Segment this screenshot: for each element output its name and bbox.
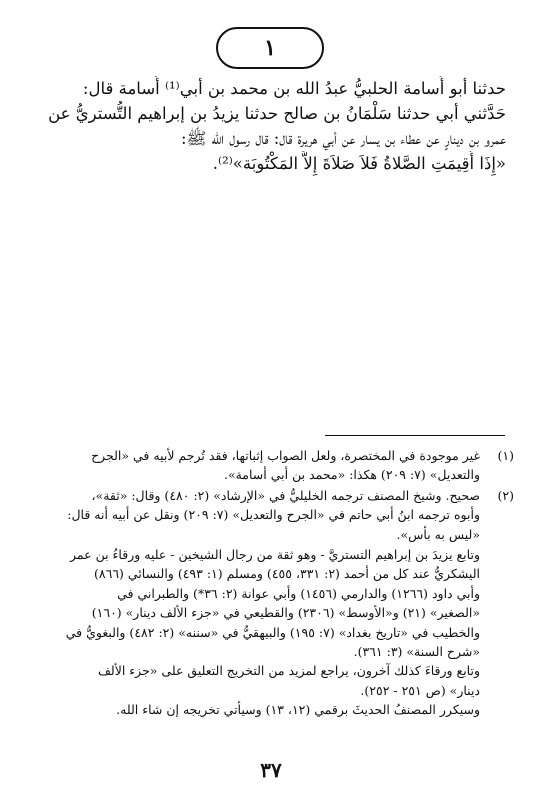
- footnote-line: اليشكريُّ عند كل من أحمد (٢: ٣٣١، ٤٥٥) ومسلم (١: ٤٩٣) والنسائي (٨٦٦): [94, 566, 480, 582]
- hadith-line: حدثنا أبو أُسامة الحلبيُّ عبدُ الله بن محمد بن أبي⁽¹⁾ أُسامة قال:: [82, 79, 506, 98]
- footnote-line: والخطيب في «تاريخ بغداد» (٧: ١٩٥) والبيهقيُّ في «سننه» (٢: ٤٨٢) والبغويُّ في: [65, 624, 480, 640]
- footnote-line: «ليس به بأس».: [396, 526, 480, 542]
- hadith-number: ١: [264, 35, 276, 61]
- footnote-line: «الصغير» (٢١) و«الأوسط» (٢٣٠٦) والقطيعي في «جزء الألف دينار» (١٦٠): [91, 605, 480, 621]
- footnote-line: وأبي داود (١٢٦٦) والدارمي (١٤٥٦) وأبي عوانة (٢: ٣٦*) والطبراني في: [117, 585, 480, 601]
- hadith-text: [36, 76, 506, 176]
- footnote-number: (١): [497, 448, 514, 463]
- footnote-body: [34, 446, 480, 485]
- footnote-line: والتعديل» (٧: ٢٠٩) هكذا: «محمد بن أبي أسامة».: [223, 467, 480, 483]
- footnote-body: [34, 486, 480, 544]
- hadith-line: عمرو بن دينارٍ عن عطاء بن يسار عن أبي هريرة قال: قال رسول الله ﷺ:: [180, 129, 506, 148]
- footnote-line: وتابع ورقاءَ كذلك آخرون، يراجع لمزيد من التخريج التعليق على «جزء الألف: [97, 663, 480, 679]
- footnote-line: صحيح. وشيخ المصنف ترجمه الخليليُّ في «الإرشاد» (٢: ٤٨٠) وقال: «ثقة»،: [91, 487, 480, 503]
- hadith-line: «إِذَا أُقِيمَتِ الصَّلاةُ فَلاَ صَلاَةَ إِلاَّ المَكْتُوبَة»⁽²⁾.: [212, 154, 506, 173]
- footnote-line: وتابع يزيدَ بن إبراهيم التستريَّ - وهو ثقة من رجال الشيخين - عليه ورقاءُ بن عمر: [70, 547, 480, 563]
- footnote-separator: [325, 435, 505, 436]
- footnote-line: دينار» (ص ٢٥١ - ٢٥٢).: [360, 682, 480, 698]
- footnote-line: وسيكرر المصنفُ الحديثَ برقمي (١٢، ١٣) وسيأتي تخريجه إن شاء الله.: [116, 702, 480, 718]
- footnote-continuation: [34, 545, 514, 720]
- footnote-line: وأبوه ترجمه ابنُ أبي حاتم في «الجرح والتعديل» (٧: ٢٠٩) ونقل عن أبيه أنه قال:: [67, 507, 480, 523]
- footnotes: [34, 446, 514, 720]
- footnote-line: «شرح السنة» (٣: ٣٦١).: [353, 644, 480, 660]
- footnote-1: [34, 446, 514, 485]
- page-number: ٣٧: [260, 758, 282, 782]
- footnote-line: غير موجودة في المختصرة، ولعل الصواب إثباتها، فقد تُرجم لأبيه في «الجرح: [91, 448, 480, 463]
- hadith-number-badge: [216, 27, 324, 69]
- footnote-number: (٢): [497, 487, 514, 503]
- footnote-2: [34, 486, 514, 544]
- hadith-line: حَدَّثني أبي حدثنا سَلْمَانُ بن صالح حدثنا يزيدُ بن إبراهيم التُّستريُّ عن: [48, 104, 506, 123]
